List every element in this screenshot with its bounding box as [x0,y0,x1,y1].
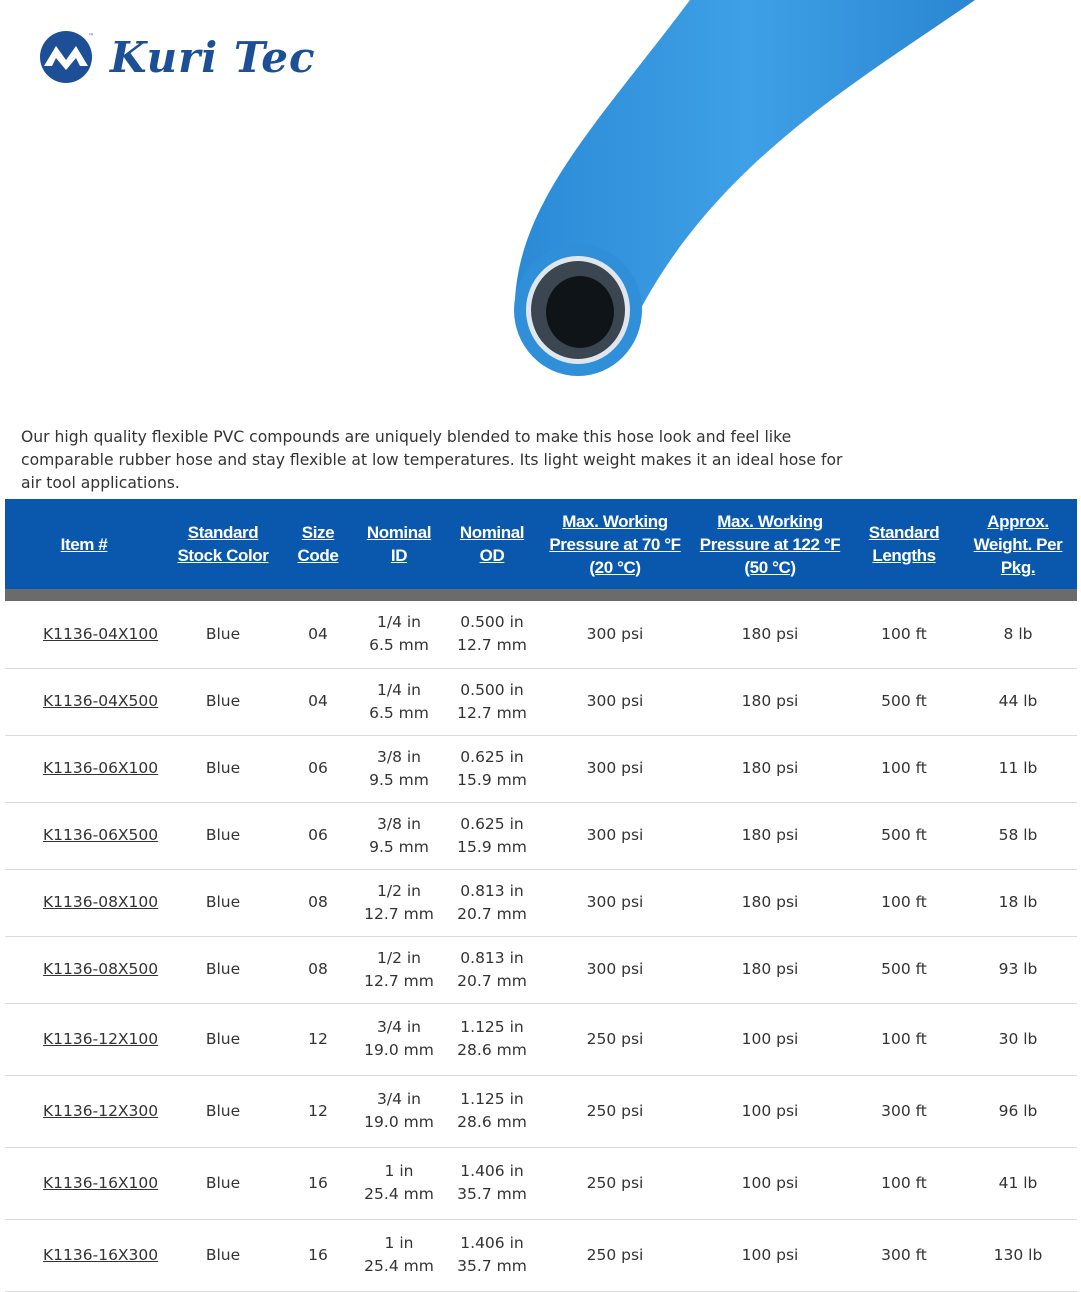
length-cell: 100 ft [849,1003,959,1075]
id-cell [353,1075,445,1147]
brand-name: Kuri Tec [110,32,316,82]
item-link[interactable]: K1136-04X100 [43,624,159,643]
pressure-70-cell: 300 psi [539,936,691,1003]
id-cell [353,802,445,869]
col-header-color[interactable]: Standard Stock Color [163,499,283,589]
weight-cell: 58 lb [959,802,1077,869]
pressure-70-cell: 250 psi [539,1219,691,1291]
od-cell [445,735,539,802]
pressure-70-cell: 300 psi [539,668,691,735]
header [0,0,1081,420]
table-row [5,1075,1077,1147]
col-header-size[interactable]: Size Code [283,499,353,589]
svg-text:™: ™ [88,33,94,40]
size-cell: 04 [283,668,353,735]
length-cell: 500 ft [849,802,959,869]
size-cell: 12 [283,1003,353,1075]
item-link[interactable]: K1136-12X100 [43,1029,159,1048]
item-cell [5,735,163,802]
od-in: 0.625 in [460,814,524,833]
item-link[interactable]: K1136-06X100 [43,759,159,777]
od-cell [445,936,539,1003]
pressure-122-cell: 180 psi [691,668,849,735]
item-cell [5,668,163,735]
id-cell [353,668,445,735]
id-cell [353,735,445,802]
col-header-pressure-70[interactable]: Max. Working Pressure at 70 °F (20 °C) [539,499,691,589]
product-description: Our high quality flexible PVC compounds are uniquely blended to make this hose look and feel like comparable rubber hose and stay flexible at low temperatures. Its light weight makes it an ideal hose for air tool applications. [21,428,843,492]
id-mm: 6.5 mm [369,703,429,722]
id-mm: 19.0 mm [364,1113,434,1131]
id-in: 3/4 in [376,1018,421,1036]
weight-cell: 96 lb [959,1075,1077,1147]
od-in: 1.125 in [460,1090,524,1108]
table-row [5,802,1077,869]
item-cell [5,601,163,668]
id-cell [353,601,445,668]
table-header-row [5,499,1077,589]
item-cell [5,802,163,869]
item-link[interactable]: K1136-06X500 [43,826,159,844]
color-cell: Blue [163,936,283,1003]
od-in: 1.125 in [460,1018,524,1036]
col-header-id[interactable]: Nominal ID [353,499,445,589]
id-in: 1 in [384,1162,414,1180]
item-link[interactable]: K1136-08X100 [43,893,159,911]
color-cell: Blue [163,1147,283,1219]
table-row [5,601,1077,668]
weight-cell: 30 lb [959,1003,1077,1075]
length-cell: 100 ft [849,869,959,936]
id-mm: 25.4 mm [364,1257,434,1275]
brand-logo[interactable] [38,30,316,84]
pressure-70-cell: 250 psi [539,1003,691,1075]
id-cell [353,1003,445,1075]
id-in: 1 in [384,1234,414,1252]
od-in: 0.625 in [460,747,524,766]
id-mm: 19.0 mm [364,1041,434,1059]
item-cell [5,1219,163,1291]
od-in: 0.813 in [460,948,524,967]
col-header-pressure-122[interactable]: Max. Working Pressure at 122 °F (50 °C) [691,499,849,589]
id-in: 3/8 in [376,814,421,833]
id-mm: 12.7 mm [364,904,434,923]
color-cell: Blue [163,668,283,735]
size-cell: 12 [283,1075,353,1147]
od-cell [445,802,539,869]
item-cell [5,1003,163,1075]
length-cell: 100 ft [849,1147,959,1219]
col-header-weight[interactable]: Approx. Weight. Per Pkg. [959,499,1077,589]
item-cell [5,1075,163,1147]
od-mm: 28.6 mm [457,1113,527,1131]
col-header-item[interactable]: Item # [5,499,163,589]
id-mm: 25.4 mm [364,1185,434,1203]
color-cell: Blue [163,601,283,668]
pressure-122-cell: 180 psi [691,936,849,1003]
pressure-122-cell: 100 psi [691,1147,849,1219]
item-link[interactable]: K1136-12X300 [43,1101,159,1120]
table-row [5,735,1077,802]
od-in: 0.500 in [460,680,524,699]
item-link[interactable]: K1136-16X300 [43,1245,159,1264]
od-in: 0.500 in [460,613,524,632]
od-mm: 35.7 mm [457,1185,527,1203]
od-in: 0.813 in [460,881,524,900]
weight-cell: 44 lb [959,668,1077,735]
weight-cell: 8 lb [959,601,1077,668]
size-cell: 06 [283,735,353,802]
od-mm: 28.6 mm [457,1041,527,1059]
pressure-122-cell: 100 psi [691,1075,849,1147]
od-cell [445,601,539,668]
item-cell [5,936,163,1003]
pressure-70-cell: 300 psi [539,869,691,936]
pressure-122-cell: 180 psi [691,802,849,869]
od-mm: 15.9 mm [457,770,527,789]
weight-cell: 130 lb [959,1219,1077,1291]
length-cell: 100 ft [849,735,959,802]
size-cell: 08 [283,869,353,936]
color-cell: Blue [163,1003,283,1075]
pressure-122-cell: 180 psi [691,601,849,668]
od-mm: 20.7 mm [457,904,527,923]
weight-cell: 18 lb [959,869,1077,936]
pressure-122-cell: 100 psi [691,1003,849,1075]
pressure-70-cell: 250 psi [539,1075,691,1147]
table-row [5,869,1077,936]
pressure-122-cell: 100 psi [691,1219,849,1291]
size-cell: 16 [283,1147,353,1219]
od-cell [445,1219,539,1291]
weight-cell: 41 lb [959,1147,1077,1219]
od-mm: 20.7 mm [457,971,527,990]
color-cell: Blue [163,1075,283,1147]
id-mm: 9.5 mm [369,770,429,789]
product-table [5,499,1077,1292]
od-mm: 35.7 mm [457,1257,527,1275]
item-cell [5,869,163,936]
table-row [5,668,1077,735]
od-cell [445,869,539,936]
od-mm: 12.7 mm [457,703,527,722]
od-cell [445,668,539,735]
header-divider [5,589,1077,601]
size-cell: 16 [283,1219,353,1291]
length-cell: 500 ft [849,668,959,735]
od-cell [445,1075,539,1147]
id-cell [353,936,445,1003]
id-cell [353,1147,445,1219]
table-row [5,936,1077,1003]
weight-cell: 93 lb [959,936,1077,1003]
od-in: 1.406 in [460,1162,524,1180]
id-in: 3/4 in [376,1090,421,1108]
weight-cell: 11 lb [959,735,1077,802]
od-in: 1.406 in [460,1234,524,1252]
id-in: 1/4 in [376,613,421,632]
length-cell: 100 ft [849,601,959,668]
id-in: 1/2 in [376,948,421,967]
od-mm: 12.7 mm [457,636,527,655]
pressure-70-cell: 300 psi [539,802,691,869]
pressure-122-cell: 180 psi [691,735,849,802]
id-cell [353,1219,445,1291]
id-in: 1/4 in [376,680,421,699]
table-row [5,1003,1077,1075]
item-link[interactable]: K1136-16X100 [43,1173,159,1192]
id-in: 3/8 in [376,747,421,766]
color-cell: Blue [163,869,283,936]
id-mm: 9.5 mm [369,837,429,856]
od-cell [445,1147,539,1219]
id-in: 1/2 in [376,881,421,900]
item-cell [5,1147,163,1219]
col-header-lengths[interactable]: Standard Lengths [849,499,959,589]
size-cell: 08 [283,936,353,1003]
length-cell: 300 ft [849,1219,959,1291]
table-row [5,1147,1077,1219]
color-cell: Blue [163,1219,283,1291]
color-cell: Blue [163,802,283,869]
od-cell [445,1003,539,1075]
pressure-70-cell: 250 psi [539,1147,691,1219]
size-cell: 06 [283,802,353,869]
pressure-70-cell: 300 psi [539,735,691,802]
table-row [5,1219,1077,1291]
id-mm: 12.7 mm [364,971,434,990]
item-link[interactable]: K1136-08X500 [43,960,159,978]
kuritec-logo-icon [38,30,96,84]
pressure-122-cell: 180 psi [691,869,849,936]
length-cell: 300 ft [849,1075,959,1147]
size-cell: 04 [283,601,353,668]
item-link[interactable]: K1136-04X500 [43,692,159,710]
od-mm: 15.9 mm [457,837,527,856]
id-cell [353,869,445,936]
pressure-70-cell: 300 psi [539,601,691,668]
length-cell: 500 ft [849,936,959,1003]
col-header-od[interactable]: Nominal OD [445,499,539,589]
color-cell: Blue [163,735,283,802]
id-mm: 6.5 mm [369,636,429,655]
